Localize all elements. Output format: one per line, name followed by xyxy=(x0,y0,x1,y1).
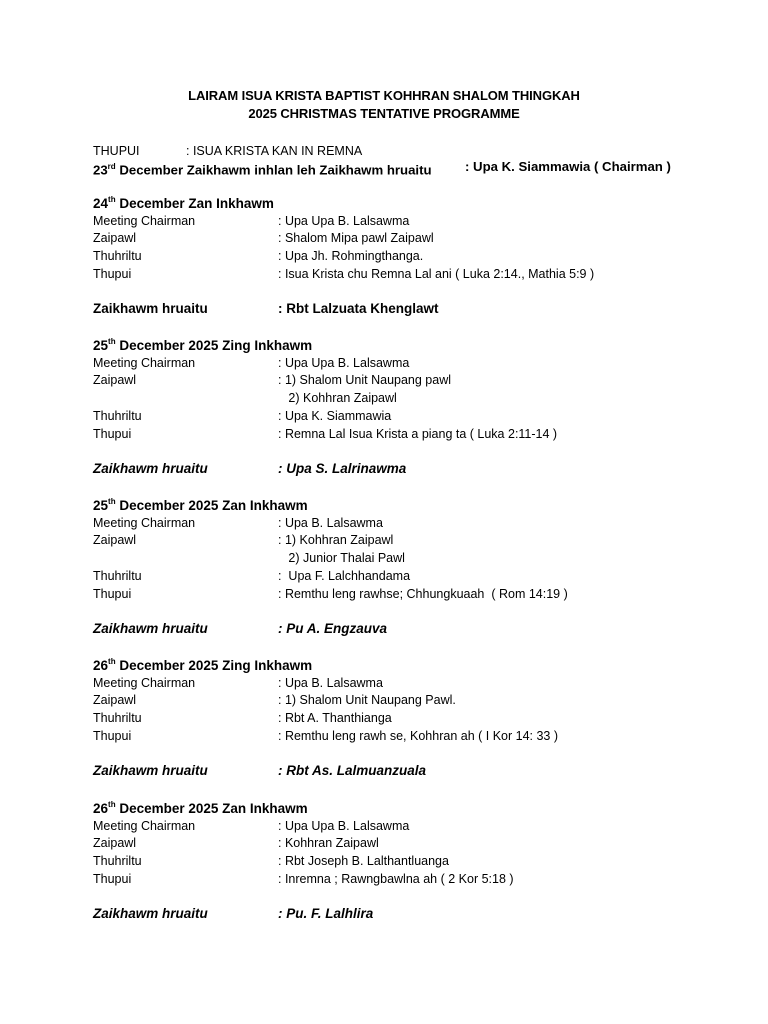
section-day-suffix: th xyxy=(108,496,116,506)
row-value: : Upa Jh. Rohmingthanga. xyxy=(278,249,424,264)
section-heading xyxy=(93,337,312,355)
section-day: 24 xyxy=(93,196,109,211)
lead-label: Zaikhawm hruaitu xyxy=(93,300,208,316)
section-heading xyxy=(93,657,312,675)
lead-value: : Pu. F. Lalhlira xyxy=(278,905,374,921)
section-heading xyxy=(93,195,274,213)
row-label: Thupui xyxy=(93,728,132,743)
lead-label: Zaikhawm hruaitu xyxy=(93,762,208,778)
row-label: Meeting Chairman xyxy=(93,213,196,228)
lead-label: Zaikhawm hruaitu xyxy=(93,460,208,476)
row-label: Meeting Chairman xyxy=(93,355,196,370)
section-day-suffix: th xyxy=(108,336,116,346)
theme-label: THUPUI xyxy=(93,144,140,158)
section-title: December 2025 Zan Inkhawm xyxy=(115,801,308,816)
row-label: Zaipawl xyxy=(93,373,137,388)
row-label: Thuhriltu xyxy=(93,249,142,264)
section-title: December 2025 Zing Inkhawm xyxy=(115,658,313,673)
section-day: 25 xyxy=(93,338,109,353)
row-label: Zaipawl xyxy=(93,231,137,246)
row-value: : Rbt Joseph B. Lalthantluanga xyxy=(278,854,449,869)
row-value: : Inremna ; Rawngbawlna ah ( 2 Kor 5:18 ) xyxy=(278,871,514,886)
section-day: 26 xyxy=(93,801,109,816)
row-label: Thupui xyxy=(93,871,132,886)
section-heading xyxy=(93,497,308,515)
row-value: : Shalom Mipa pawl Zaipawl xyxy=(278,231,434,246)
section-title: December 2025 Zan Inkhawm xyxy=(115,498,308,513)
row-value: : Kohhran Zaipawl xyxy=(278,836,379,851)
theme-value: : ISUA KRISTA KAN IN REMNA xyxy=(186,144,363,158)
row-label: Zaipawl xyxy=(93,693,137,708)
row-value: : Rbt A. Thanthianga xyxy=(278,711,392,726)
first-event-line xyxy=(93,158,671,179)
lead-value: : Upa S. Lalrinawma xyxy=(278,460,407,476)
row-label: Thupui xyxy=(93,586,132,601)
row-value: : 1) Kohhran Zaipawl xyxy=(278,533,394,548)
row-value: : Upa Upa B. Lalsawma xyxy=(278,213,410,228)
section-heading xyxy=(93,800,308,818)
section-day: 25 xyxy=(93,498,109,513)
lead-value: : Rbt As. Lalmuanzuala xyxy=(278,762,427,778)
row-value: 2) Kohhran Zaipawl xyxy=(278,391,397,406)
section-day-suffix: th xyxy=(108,656,116,666)
section-day: 26 xyxy=(93,658,109,673)
row-label: Zaipawl xyxy=(93,533,137,548)
row-value: : Remthu leng rawhse; Chhungkuaah ( Rom 14:19 ) xyxy=(278,586,568,601)
row-value: : Isua Krista chu Remna Lal ani ( Luka 2:14., Mathia 5:9 ) xyxy=(278,266,595,281)
row-value: : Upa K. Siammawia xyxy=(278,408,392,423)
lead-value: : Rbt Lalzuata Khenglawt xyxy=(278,300,439,316)
row-label: Zaipawl xyxy=(93,836,137,851)
section-title: December 2025 Zing Inkhawm xyxy=(115,338,313,353)
row-value: 2) Junior Thalai Pawl xyxy=(278,551,405,566)
theme-line xyxy=(93,143,362,159)
row-label: Thuhriltu xyxy=(93,854,142,869)
first-event-text: December Zaikhawm inhlan leh Zaikhawm hruaitu xyxy=(115,162,432,178)
first-event-day-suffix: rd xyxy=(107,162,116,171)
row-label: Thuhriltu xyxy=(93,568,142,583)
row-value: : 1) Shalom Unit Naupang Pawl. xyxy=(278,693,456,708)
section-day-suffix: th xyxy=(108,799,116,809)
row-label: Meeting Chairman xyxy=(93,675,196,690)
row-value: : Upa B. Lalsawma xyxy=(278,675,383,690)
row-value: : Upa F. Lalchhandama xyxy=(278,568,411,583)
lead-label: Zaikhawm hruaitu xyxy=(93,620,208,636)
section-title: December Zan Inkhawm xyxy=(115,196,274,211)
row-value: : Remthu leng rawh se, Kohhran ah ( I Kor 14: 33 ) xyxy=(278,728,559,743)
row-label: Meeting Chairman xyxy=(93,818,196,833)
first-event-role: : Upa K. Siammawia ( Chairman ) xyxy=(465,159,671,174)
lead-value: : Pu A. Engzauva xyxy=(278,620,388,636)
row-label: Meeting Chairman xyxy=(93,515,196,530)
row-label: Thupui xyxy=(93,426,132,441)
lead-label: Zaikhawm hruaitu xyxy=(93,905,208,921)
row-value: : Upa B. Lalsawma xyxy=(278,515,383,530)
row-value: : Remna Lal Isua Krista a piang ta ( Luka 2:11-14 ) xyxy=(278,426,558,441)
row-value: : 1) Shalom Unit Naupang pawl xyxy=(278,373,452,388)
document-title-line-1: LAIRAM ISUA KRISTA BAPTIST KOHHRAN SHALOM THINGKAH xyxy=(188,88,580,103)
document-title-line-2: 2025 CHRISTMAS TENTATIVE PROGRAMME xyxy=(248,106,520,121)
row-value: : Upa Upa B. Lalsawma xyxy=(278,818,410,833)
row-label: Thuhriltu xyxy=(93,711,142,726)
row-value: : Upa Upa B. Lalsawma xyxy=(278,355,410,370)
row-label: Thuhriltu xyxy=(93,408,142,423)
section-day-suffix: th xyxy=(108,194,116,204)
row-label: Thupui xyxy=(93,266,132,281)
first-event-day: 23 xyxy=(93,162,108,178)
